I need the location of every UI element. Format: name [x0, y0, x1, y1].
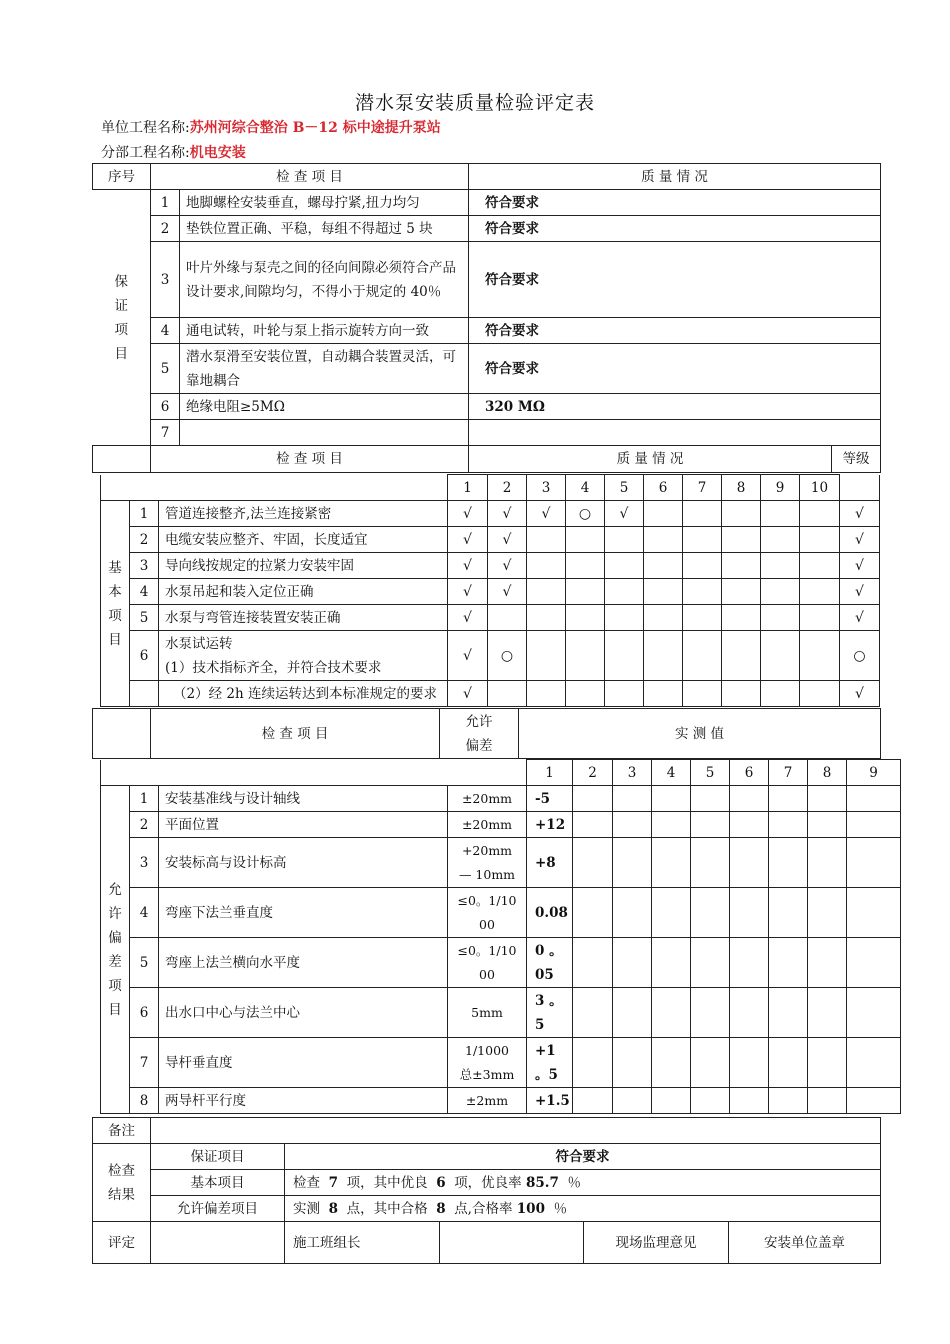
- row-item: 导向线按规定的拉紧力安装牢固: [159, 553, 448, 579]
- result-basic-label: 基本项目: [151, 1170, 285, 1196]
- guarantee-table: [92, 163, 881, 473]
- row-quality: 符合要求: [469, 344, 881, 394]
- mark-cell: [761, 553, 800, 579]
- row-quality: 符合要求: [469, 318, 881, 344]
- measured-cell: [808, 888, 847, 938]
- row-no: 5: [130, 605, 159, 631]
- mark-cell: [644, 681, 683, 707]
- row-item: 管道连接整齐,法兰连接紧密: [159, 501, 448, 527]
- measured-cell: [847, 838, 901, 888]
- measured-cell: [769, 988, 808, 1038]
- mark-cell: [488, 605, 527, 631]
- supervisor-label: 现场监理意见: [584, 1222, 729, 1264]
- row-no: 8: [130, 1088, 159, 1114]
- measured-cell: [691, 938, 730, 988]
- row-no: 7: [130, 1038, 159, 1088]
- measured-cell: [730, 888, 769, 938]
- row-no: 5: [130, 938, 159, 988]
- row-item: 安装基准线与设计轴线: [159, 786, 448, 812]
- result-guarantee-value: 符合要求: [285, 1144, 881, 1170]
- measured-cell: [847, 1088, 901, 1114]
- header-quality: 质 量 情 况: [469, 164, 881, 190]
- measured-cell: [652, 988, 691, 1038]
- measured-cell: [847, 988, 901, 1038]
- col-header: 3: [527, 475, 566, 501]
- measured-cell: [691, 786, 730, 812]
- unit-project-line: [101, 117, 441, 137]
- col-header: 5: [691, 760, 730, 786]
- row-no: 4: [151, 318, 180, 344]
- row-no: [130, 681, 159, 707]
- mark-cell: [800, 605, 840, 631]
- measured-cell: [652, 812, 691, 838]
- measured-cell: [730, 1038, 769, 1088]
- grade-cell: √: [840, 605, 880, 631]
- measured-cell: [613, 812, 652, 838]
- result-table: [92, 1117, 881, 1264]
- measured-cell: [691, 1088, 730, 1114]
- row-tolerance: ±2mm: [448, 1088, 527, 1114]
- mark-cell: [527, 605, 566, 631]
- row-no: 6: [151, 394, 180, 420]
- mark-cell: [527, 631, 566, 681]
- sub-project-line: [101, 142, 246, 162]
- col-header: 9: [761, 475, 800, 501]
- col-header: 8: [808, 760, 847, 786]
- unit-project-label: 单位工程名称:: [101, 120, 190, 136]
- mark-cell: [683, 579, 722, 605]
- row-no: 4: [130, 888, 159, 938]
- measured-cell: [808, 1088, 847, 1114]
- measured-cell: [691, 838, 730, 888]
- tolerance-table: [100, 759, 901, 1114]
- measured-cell: [613, 786, 652, 812]
- mark-cell: [488, 681, 527, 707]
- mark-cell: [527, 527, 566, 553]
- measured-cell: [730, 812, 769, 838]
- grade-cell: √: [840, 501, 880, 527]
- measured-cell: [691, 988, 730, 1038]
- row-no: 4: [130, 579, 159, 605]
- mark-cell: √: [605, 501, 644, 527]
- unit-project-value: 苏州河综合整治 B－12 标中途提升泵站: [189, 120, 441, 136]
- mark-cell: [761, 501, 800, 527]
- mark-cell: [722, 631, 761, 681]
- measured-cell: [847, 786, 901, 812]
- col-header: 3: [613, 760, 652, 786]
- measured-cell: [808, 938, 847, 988]
- grade-cell: √: [840, 527, 880, 553]
- tol-header-allowance: 允许 偏差: [440, 709, 519, 759]
- mark-cell: [683, 631, 722, 681]
- mark-cell: √: [448, 527, 488, 553]
- mark-cell: [605, 631, 644, 681]
- measured-1: -5: [527, 786, 573, 812]
- result-basic-value: 检查 7 项，其中优良 6 项，优良率 85.7 ％: [285, 1170, 881, 1196]
- mark-cell: [644, 527, 683, 553]
- measured-cell: [573, 1038, 613, 1088]
- row-tolerance: ±20mm: [448, 812, 527, 838]
- mark-cell: [527, 681, 566, 707]
- measured-cell: [730, 1088, 769, 1114]
- mark-cell: [800, 527, 840, 553]
- row-item: 弯座下法兰垂直度: [159, 888, 448, 938]
- measured-cell: [730, 786, 769, 812]
- mark-cell: √: [448, 553, 488, 579]
- col-header: 1: [527, 760, 573, 786]
- mark-cell: [644, 631, 683, 681]
- row-quality: 符合要求: [469, 216, 881, 242]
- col-header: 10: [800, 475, 840, 501]
- row-item: 通电试转，叶轮与泵上指示旋转方向一致: [180, 318, 469, 344]
- tolerance-header-table: [92, 708, 881, 759]
- col-header: 9: [847, 760, 901, 786]
- measured-cell: [808, 812, 847, 838]
- measured-cell: [573, 812, 613, 838]
- measured-cell: [730, 938, 769, 988]
- measured-cell: [769, 1088, 808, 1114]
- row-no: 2: [130, 527, 159, 553]
- row-quality: 320 MΩ: [469, 394, 881, 420]
- measured-1: 0.08: [527, 888, 573, 938]
- row-tolerance: ±20mm: [448, 786, 527, 812]
- measured-1: 3 。 5: [527, 988, 573, 1038]
- row-item: 安装标高与设计标高: [159, 838, 448, 888]
- mark-cell: √: [448, 501, 488, 527]
- mark-cell: [722, 553, 761, 579]
- mark-cell: [722, 579, 761, 605]
- blank-cell: [93, 446, 151, 473]
- result-guarantee-label: 保证项目: [151, 1144, 285, 1170]
- measured-cell: [730, 838, 769, 888]
- measured-cell: [652, 786, 691, 812]
- row-item: 电缆安装应整齐、牢固，长度适宜: [159, 527, 448, 553]
- row-item: 叶片外缘与泵壳之间的径向间隙必须符合产品设计要求,间隙均匀，不得小于规定的 40％: [180, 242, 469, 318]
- measured-cell: [769, 812, 808, 838]
- mark-cell: [566, 553, 605, 579]
- blank-cell: [101, 760, 527, 786]
- tol-header-item: 检 查 项 目: [151, 709, 440, 759]
- row-item: 水泵试运转 (1）技术指标齐全，并符合技术要求: [159, 631, 448, 681]
- measured-cell: [573, 888, 613, 938]
- col-header: 2: [573, 760, 613, 786]
- col-header: 5: [605, 475, 644, 501]
- basic-group-label: 基 本 项 目: [101, 501, 130, 707]
- col-header: 6: [730, 760, 769, 786]
- row-item: 地脚螺栓安装垂直，螺母拧紧,扭力均匀: [180, 190, 469, 216]
- team-leader-label: 施工班组长: [285, 1222, 440, 1264]
- measured-cell: [573, 988, 613, 1038]
- mark-cell: [761, 681, 800, 707]
- measured-cell: [652, 888, 691, 938]
- mark-cell: [800, 681, 840, 707]
- grade-cell: √: [840, 681, 880, 707]
- row-item: 弯座上法兰横向水平度: [159, 938, 448, 988]
- mark-cell: [722, 501, 761, 527]
- mark-cell: [800, 579, 840, 605]
- row-item: 两导杆平行度: [159, 1088, 448, 1114]
- sub-project-value: 机电安装: [189, 145, 246, 161]
- tol-header-measured: 实 测 值: [519, 709, 881, 759]
- col-header: 6: [644, 475, 683, 501]
- col-header: 2: [488, 475, 527, 501]
- row-item: 平面位置: [159, 812, 448, 838]
- measured-1: +12: [527, 812, 573, 838]
- mark-cell: √: [488, 501, 527, 527]
- col-header: 4: [566, 475, 605, 501]
- row-item: 垫铁位置正确、平稳，每组不得超过 5 块: [180, 216, 469, 242]
- evaluation-label: 评定: [93, 1222, 151, 1264]
- basic-header-item: 检 查 项 目: [151, 446, 469, 473]
- row-no: 7: [151, 420, 180, 446]
- row-no: 1: [130, 786, 159, 812]
- row-no: 3: [130, 553, 159, 579]
- mark-cell: ○: [566, 501, 605, 527]
- measured-cell: [573, 1088, 613, 1114]
- mark-cell: [644, 605, 683, 631]
- mark-cell: [527, 553, 566, 579]
- measured-cell: [691, 812, 730, 838]
- mark-cell: [761, 605, 800, 631]
- row-item: （2）经 2h 连续运转达到本标准规定的要求: [159, 681, 448, 707]
- result-label: 检查 结果: [93, 1144, 151, 1222]
- row-item: 导杆垂直度: [159, 1038, 448, 1088]
- measured-cell: [808, 1038, 847, 1088]
- row-no: 2: [130, 812, 159, 838]
- measured-cell: [769, 838, 808, 888]
- grade-cell: ○: [840, 631, 880, 681]
- measured-cell: [769, 888, 808, 938]
- measured-cell: [730, 988, 769, 1038]
- mark-cell: √: [448, 579, 488, 605]
- mark-cell: √: [527, 501, 566, 527]
- row-no: 3: [130, 838, 159, 888]
- mark-cell: [722, 605, 761, 631]
- mark-cell: [761, 631, 800, 681]
- row-tolerance: 1/1000 总±3mm: [448, 1038, 527, 1088]
- mark-cell: [800, 553, 840, 579]
- measured-cell: [847, 812, 901, 838]
- measured-cell: [652, 838, 691, 888]
- mark-cell: [566, 527, 605, 553]
- blank-cell: [840, 475, 880, 501]
- col-header: 1: [448, 475, 488, 501]
- mark-cell: [683, 681, 722, 707]
- result-tol-value: 实测 8 点，其中合格 8 点,合格率 100 ％: [285, 1196, 881, 1222]
- page-title: 潜水泵安装质量检验评定表: [354, 92, 595, 114]
- row-no: 1: [151, 190, 180, 216]
- measured-cell: [652, 1038, 691, 1088]
- basic-header-grade: 等级: [831, 446, 880, 472]
- row-item: 水泵与弯管连接装置安装正确: [159, 605, 448, 631]
- mark-cell: ○: [488, 631, 527, 681]
- mark-cell: [605, 527, 644, 553]
- grade-cell: √: [840, 553, 880, 579]
- row-quality: 符合要求: [469, 242, 881, 318]
- basic-table: [100, 474, 880, 707]
- basic-header-quality-cell: [469, 446, 881, 473]
- row-no: 5: [151, 344, 180, 394]
- measured-cell: [613, 938, 652, 988]
- measured-cell: [613, 1088, 652, 1114]
- measured-1: 0 。 05: [527, 938, 573, 988]
- measured-cell: [613, 1038, 652, 1088]
- mark-cell: [566, 579, 605, 605]
- mark-cell: [722, 681, 761, 707]
- evaluation-value: [151, 1222, 285, 1264]
- measured-cell: [847, 938, 901, 988]
- tolerance-group-label: 允 许 偏 差 项 目: [101, 786, 130, 1114]
- col-header: 8: [722, 475, 761, 501]
- mark-cell: [761, 579, 800, 605]
- blank-cell: [101, 475, 448, 501]
- col-header: 7: [769, 760, 808, 786]
- guarantee-group-label: 保 证 项 目: [93, 190, 151, 446]
- mark-cell: [566, 605, 605, 631]
- measured-1: +1 。5: [527, 1038, 573, 1088]
- mark-cell: [683, 605, 722, 631]
- measured-cell: [573, 838, 613, 888]
- mark-cell: [605, 605, 644, 631]
- measured-cell: [573, 786, 613, 812]
- measured-cell: [769, 938, 808, 988]
- row-item: 出水口中心与法兰中心: [159, 988, 448, 1038]
- measured-1: +1.5: [527, 1088, 573, 1114]
- result-tol-label: 允许偏差项目: [151, 1196, 285, 1222]
- mark-cell: [605, 553, 644, 579]
- team-leader-value: [440, 1222, 584, 1264]
- mark-cell: [605, 579, 644, 605]
- row-quality: [469, 420, 881, 446]
- mark-cell: [800, 631, 840, 681]
- header-no: 序号: [93, 164, 151, 190]
- col-header: 4: [652, 760, 691, 786]
- blank-cell: [93, 709, 151, 759]
- row-no: 2: [151, 216, 180, 242]
- mark-cell: [761, 527, 800, 553]
- mark-cell: [605, 681, 644, 707]
- remarks-label: 备注: [93, 1118, 151, 1144]
- measured-cell: [808, 786, 847, 812]
- row-item: 水泵吊起和装入定位正确: [159, 579, 448, 605]
- mark-cell: √: [448, 681, 488, 707]
- row-tolerance: 5mm: [448, 988, 527, 1038]
- mark-cell: √: [488, 553, 527, 579]
- mark-cell: √: [448, 631, 488, 681]
- measured-cell: [808, 988, 847, 1038]
- row-item: 潜水泵滑至安装位置，自动耦合装置灵活，可靠地耦合: [180, 344, 469, 394]
- measured-cell: [769, 1038, 808, 1088]
- sub-project-label: 分部工程名称:: [101, 145, 190, 161]
- row-no: 3: [151, 242, 180, 318]
- mark-cell: [644, 501, 683, 527]
- mark-cell: [566, 631, 605, 681]
- row-no: 6: [130, 988, 159, 1038]
- mark-cell: [527, 579, 566, 605]
- mark-cell: [722, 527, 761, 553]
- row-no: 1: [130, 501, 159, 527]
- measured-cell: [847, 1038, 901, 1088]
- row-tolerance: ≤0。1/10 00: [448, 938, 527, 988]
- row-tolerance: +20mm — 10mm: [448, 838, 527, 888]
- header-item: 检 查 项 目: [151, 164, 469, 190]
- row-tolerance: ≤0。1/10 00: [448, 888, 527, 938]
- measured-cell: [691, 888, 730, 938]
- grade-cell: √: [840, 579, 880, 605]
- measured-cell: [769, 786, 808, 812]
- basic-header-quality: 质 量 情 况: [616, 451, 684, 467]
- row-quality: 符合要求: [469, 190, 881, 216]
- remarks-value: [151, 1118, 881, 1144]
- measured-cell: [573, 938, 613, 988]
- mark-cell: √: [488, 579, 527, 605]
- mark-cell: [644, 553, 683, 579]
- measured-cell: [652, 1088, 691, 1114]
- mark-cell: [800, 501, 840, 527]
- row-item: [180, 420, 469, 446]
- measured-cell: [613, 988, 652, 1038]
- seal-label: 安装单位盖章: [729, 1222, 881, 1264]
- measured-cell: [808, 838, 847, 888]
- measured-cell: [691, 1038, 730, 1088]
- measured-cell: [613, 888, 652, 938]
- row-no: 6: [130, 631, 159, 681]
- mark-cell: [644, 579, 683, 605]
- measured-cell: [847, 888, 901, 938]
- col-header: 7: [683, 475, 722, 501]
- row-item: 绝缘电阻≥5MΩ: [180, 394, 469, 420]
- measured-1: +8: [527, 838, 573, 888]
- measured-cell: [613, 838, 652, 888]
- mark-cell: [683, 527, 722, 553]
- mark-cell: [566, 681, 605, 707]
- mark-cell: [683, 501, 722, 527]
- mark-cell: √: [488, 527, 527, 553]
- mark-cell: √: [448, 605, 488, 631]
- mark-cell: [683, 553, 722, 579]
- measured-cell: [652, 938, 691, 988]
